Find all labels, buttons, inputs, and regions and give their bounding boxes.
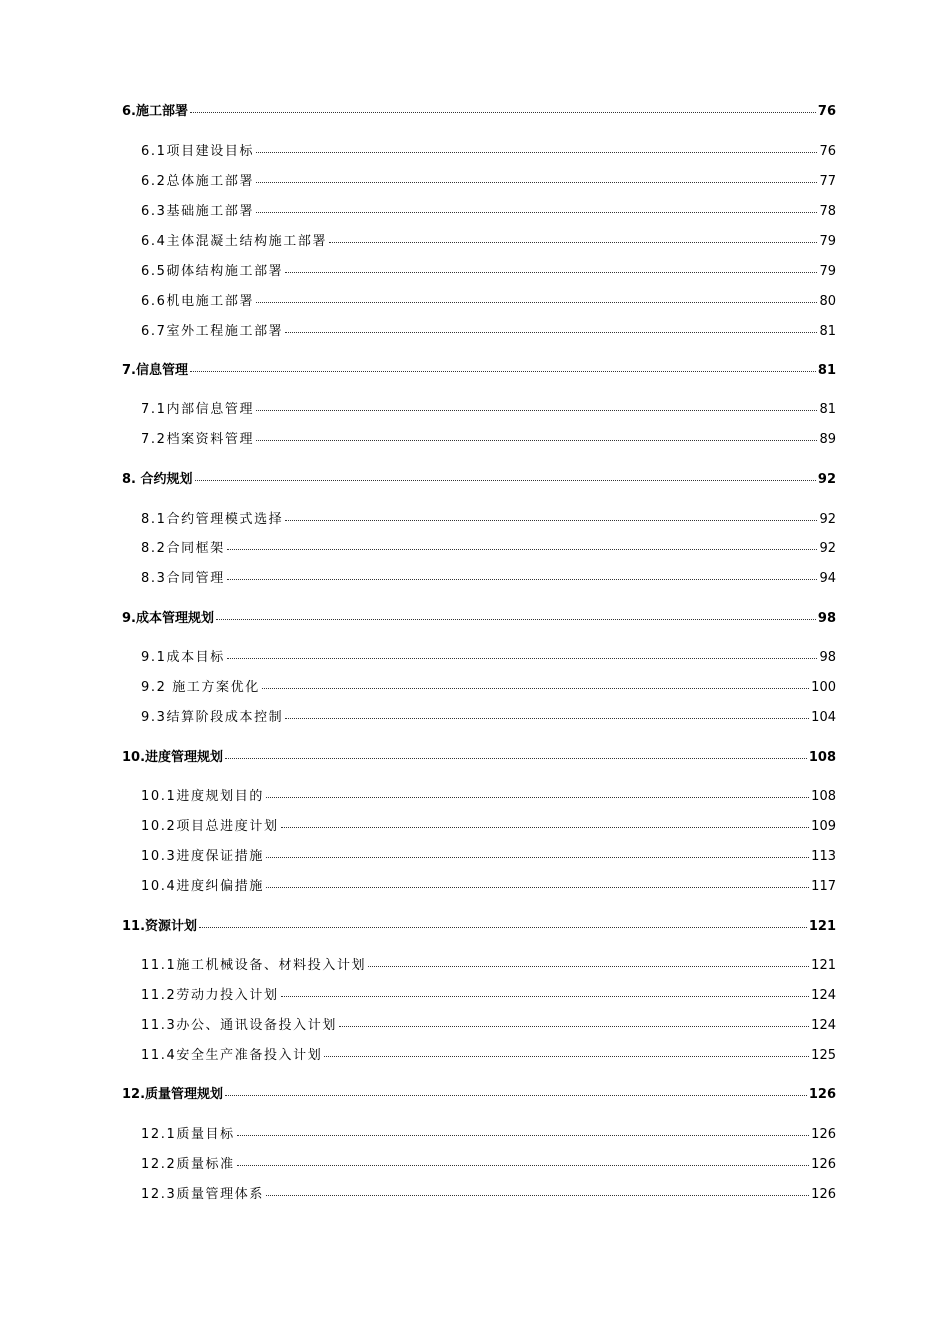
toc-entry-title: 10.3进度保证措施 (141, 849, 264, 864)
toc-entry-page-number: 126 (808, 1087, 836, 1102)
toc-section-entry[interactable] (0, 140, 836, 159)
toc-section-entry[interactable] (0, 508, 836, 527)
toc-section-entry[interactable] (0, 984, 836, 1003)
toc-entry-title: 12.2质量标准 (141, 1157, 235, 1172)
toc-entry-page-number: 121 (808, 919, 836, 934)
toc-chapter-entry[interactable] (0, 359, 836, 378)
toc-dot-leader (256, 182, 817, 183)
toc-entry-title: 6.2总体施工部署 (141, 174, 255, 189)
toc-entry-title: 8. 合约规划 (122, 472, 193, 487)
toc-section-entry[interactable] (0, 320, 836, 339)
toc-entry-page-number: 108 (811, 789, 836, 804)
toc-section-entry[interactable] (0, 845, 836, 864)
toc-section-entry[interactable] (0, 646, 836, 665)
toc-entry-title: 6.3基础施工部署 (141, 204, 255, 219)
toc-dot-leader (256, 302, 817, 303)
toc-entry-title: 11.2劳动力投入计划 (141, 988, 279, 1003)
toc-entry-page-number: 109 (811, 819, 836, 834)
toc-entry-page-number: 124 (811, 1018, 836, 1033)
toc-entry-title: 10.4进度纠偏措施 (141, 879, 264, 894)
toc-entry-page-number: 76 (819, 144, 836, 159)
toc-entry-page-number: 117 (811, 879, 836, 894)
toc-entry-title: 6.1项目建设目标 (141, 144, 255, 159)
toc-entry-page-number: 81 (819, 324, 836, 339)
toc-dot-leader (266, 887, 809, 888)
toc-entry-title: 11.资源计划 (122, 919, 198, 934)
toc-dot-leader (324, 1056, 809, 1057)
toc-dot-leader (266, 857, 809, 858)
toc-entry-title: 7.信息管理 (122, 363, 188, 378)
toc-entry-title: 6.6机电施工部署 (141, 294, 255, 309)
toc-entry-title: 8.2合同框架 (141, 541, 225, 556)
toc-dot-leader (227, 658, 818, 659)
toc-entry-title: 7.1内部信息管理 (141, 402, 255, 417)
toc-section-entry[interactable] (0, 706, 836, 725)
toc-entry-title: 6.5砌体结构施工部署 (141, 264, 284, 279)
toc-section-entry[interactable] (0, 875, 836, 894)
toc-entry-page-number: 121 (811, 958, 836, 973)
toc-entry-page-number: 126 (811, 1157, 836, 1172)
toc-section-entry[interactable] (0, 1153, 836, 1172)
toc-dot-leader (339, 1026, 809, 1027)
toc-entry-title: 10.2项目总进度计划 (141, 819, 279, 834)
toc-entry-page-number: 126 (811, 1127, 836, 1142)
toc-entry-title: 10.进度管理规划 (122, 750, 224, 765)
toc-dot-leader (216, 619, 816, 620)
toc-entry-page-number: 113 (811, 849, 836, 864)
toc-dot-leader (190, 112, 816, 113)
toc-section-entry[interactable] (0, 1183, 836, 1202)
toc-entry-page-number: 89 (819, 432, 836, 447)
toc-dot-leader (281, 996, 810, 997)
toc-dot-leader (199, 927, 807, 928)
toc-entry-page-number: 100 (811, 680, 836, 695)
toc-entry-title: 12.3质量管理体系 (141, 1187, 264, 1202)
toc-dot-leader (195, 480, 816, 481)
toc-entry-page-number: 81 (819, 402, 836, 417)
toc-entry-page-number: 126 (811, 1187, 836, 1202)
toc-chapter-entry[interactable] (0, 607, 836, 626)
toc-entry-title: 9.成本管理规划 (122, 611, 214, 626)
toc-entry-page-number: 76 (817, 104, 836, 119)
toc-section-entry[interactable] (0, 200, 836, 219)
toc-section-entry[interactable] (0, 230, 836, 249)
toc-entry-page-number: 98 (817, 611, 836, 626)
toc-entry-page-number: 78 (819, 204, 836, 219)
toc-entry-page-number: 125 (811, 1048, 836, 1063)
toc-dot-leader (256, 440, 817, 441)
toc-section-entry[interactable] (0, 815, 836, 834)
toc-entry-page-number: 81 (817, 363, 836, 378)
toc-dot-leader (227, 549, 818, 550)
toc-dot-leader (285, 718, 809, 719)
toc-dot-leader (285, 332, 817, 333)
toc-entry-page-number: 92 (819, 541, 836, 556)
toc-dot-leader (227, 579, 818, 580)
toc-entry-title: 11.1施工机械设备、材料投入计划 (141, 958, 367, 973)
toc-section-entry[interactable] (0, 260, 836, 279)
toc-dot-leader (368, 966, 809, 967)
toc-entry-title: 6.4主体混凝土结构施工部署 (141, 234, 328, 249)
toc-section-entry[interactable] (0, 1014, 836, 1033)
toc-dot-leader (225, 758, 807, 759)
toc-entry-page-number: 92 (817, 472, 836, 487)
toc-dot-leader (285, 272, 817, 273)
toc-entry-title: 6.7室外工程施工部署 (141, 324, 284, 339)
toc-entry-page-number: 104 (811, 710, 836, 725)
toc-chapter-entry[interactable] (0, 746, 836, 765)
toc-dot-leader (256, 152, 817, 153)
toc-dot-leader (237, 1165, 809, 1166)
toc-section-entry[interactable] (0, 537, 836, 556)
toc-section-entry[interactable] (0, 1044, 836, 1063)
toc-chapter-entry[interactable] (0, 1083, 836, 1102)
toc-section-entry[interactable] (0, 1123, 836, 1142)
toc-section-entry[interactable] (0, 290, 836, 309)
toc-entry-title: 8.3合同管理 (141, 571, 225, 586)
toc-entry-page-number: 77 (819, 174, 836, 189)
toc-entry-title: 11.4安全生产准备投入计划 (141, 1048, 323, 1063)
toc-dot-leader (262, 688, 809, 689)
toc-chapter-entry[interactable] (0, 468, 836, 487)
toc-chapter-entry[interactable] (0, 100, 836, 119)
toc-dot-leader (256, 410, 817, 411)
toc-section-entry[interactable] (0, 676, 836, 695)
toc-entry-title: 9.1成本目标 (141, 650, 225, 665)
toc-dot-leader (237, 1135, 809, 1136)
toc-dot-leader (225, 1095, 807, 1096)
toc-chapter-entry[interactable] (0, 915, 836, 934)
toc-entry-page-number: 80 (819, 294, 836, 309)
toc-entry-title: 12.质量管理规划 (122, 1087, 224, 1102)
toc-entry-title: 7.2档案资料管理 (141, 432, 255, 447)
toc-section-entry[interactable] (0, 398, 836, 417)
toc-entry-page-number: 94 (819, 571, 836, 586)
toc-entry-title: 9.2 施工方案优化 (141, 680, 260, 695)
toc-dot-leader (256, 212, 817, 213)
toc-entry-page-number: 92 (819, 512, 836, 527)
toc-dot-leader (281, 827, 810, 828)
toc-section-entry[interactable] (0, 170, 836, 189)
toc-entry-title: 8.1合约管理模式选择 (141, 512, 284, 527)
toc-entry-page-number: 108 (808, 750, 836, 765)
toc-section-entry[interactable] (0, 567, 836, 586)
toc-dot-leader (266, 797, 809, 798)
toc-entry-title: 6.施工部署 (122, 104, 188, 119)
toc-dot-leader (285, 520, 817, 521)
toc-entry-title: 9.3结算阶段成本控制 (141, 710, 284, 725)
toc-section-entry[interactable] (0, 785, 836, 804)
toc-section-entry[interactable] (0, 954, 836, 973)
toc-entry-page-number: 79 (819, 264, 836, 279)
toc-dot-leader (266, 1195, 809, 1196)
toc-dot-leader (190, 371, 816, 372)
toc-entry-page-number: 98 (819, 650, 836, 665)
toc-entry-page-number: 124 (811, 988, 836, 1003)
toc-entry-title: 10.1进度规划目的 (141, 789, 264, 804)
toc-entry-page-number: 79 (819, 234, 836, 249)
toc-entry-title: 11.3办公、通讯设备投入计划 (141, 1018, 337, 1033)
toc-section-entry[interactable] (0, 428, 836, 447)
toc-dot-leader (329, 242, 817, 243)
toc-entry-title: 12.1质量目标 (141, 1127, 235, 1142)
